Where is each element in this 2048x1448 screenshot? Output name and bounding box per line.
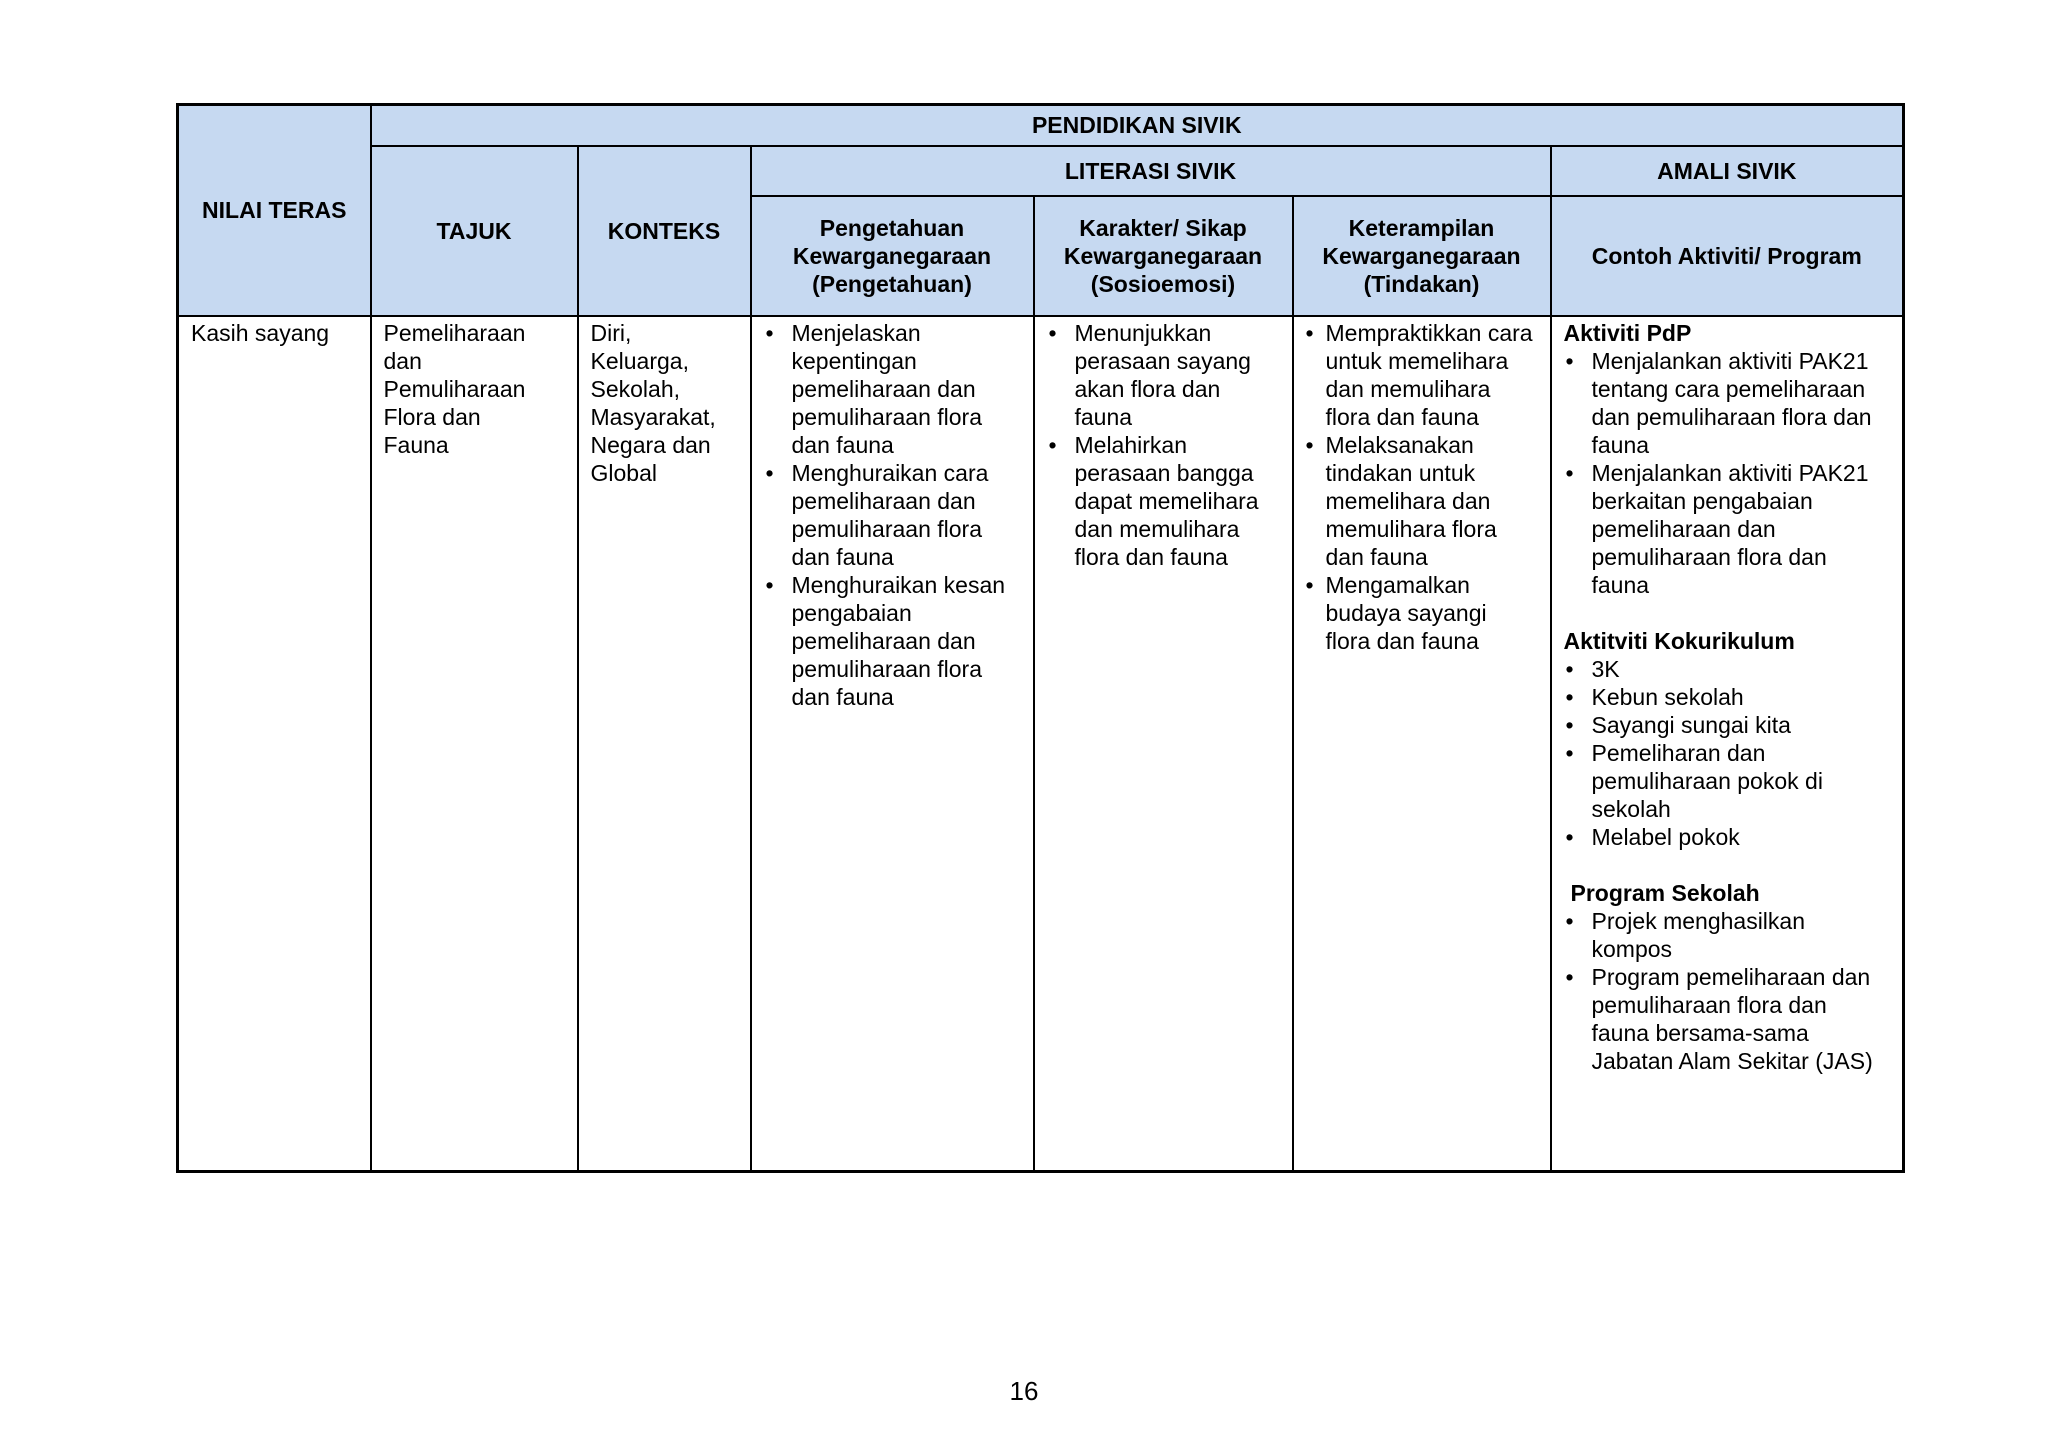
header-amali-sivik: AMALI SIVIK	[1551, 146, 1904, 196]
keterampilan-list	[1306, 319, 1538, 655]
konteks-line: Sekolah,	[590, 375, 681, 402]
tajuk-line: dan	[383, 347, 422, 374]
cell-karakter	[1034, 316, 1293, 1172]
header-keterampilan-line: Kewarganegaraan	[1322, 242, 1521, 269]
tajuk-line: Flora dan	[383, 403, 481, 430]
cell-keterampilan	[1293, 316, 1551, 1172]
header-keterampilan-line: Keterampilan	[1348, 214, 1495, 241]
header-karakter-line: Kewarganegaraan	[1063, 242, 1263, 269]
cell-pengetahuan	[751, 316, 1034, 1172]
list-item: • Menunjukkan perasaan sayang akan flora dan fauna	[1047, 319, 1280, 431]
header-pengetahuan-line: Pengetahuan	[819, 214, 965, 241]
header-karakter	[1034, 196, 1293, 316]
tajuk-line: Pemuliharaan	[383, 375, 526, 402]
header-nilai-teras: NILAI TERAS	[178, 105, 371, 316]
tajuk-line: Fauna	[383, 431, 449, 458]
list-item: • Melaksanakan tindakan untuk memelihara dan memulihara flora dan fauna	[1306, 431, 1538, 571]
kokurikulum-list	[1564, 655, 1891, 851]
program-sekolah-heading: Program Sekolah	[1570, 879, 1760, 906]
header-literasi-sivik: LITERASI SIVIK	[751, 146, 1551, 196]
list-item: • Menghuraikan kesan pengabaian pemeliharaan dan pemuliharaan flora dan fauna	[764, 571, 1021, 711]
list-item: • Menjelaskan kepentingan pemeliharaan dan pemuliharaan flora dan fauna	[764, 319, 1021, 459]
pdp-heading: Aktiviti PdP	[1563, 319, 1692, 346]
header-pengetahuan	[751, 196, 1034, 316]
karakter-list	[1047, 319, 1280, 571]
header-keterampilan	[1293, 196, 1551, 316]
cell-tajuk	[371, 316, 578, 1172]
list-item: • Mengamalkan budaya sayangi flora dan fauna	[1306, 571, 1538, 655]
list-item: • 3K	[1564, 655, 1891, 683]
list-item: • Menghuraikan cara pemeliharaan dan pemuliharaan flora dan fauna	[764, 459, 1021, 571]
kokurikulum-heading: Aktitviti Kokurikulum	[1563, 627, 1795, 654]
page-number: 16	[1009, 1376, 1039, 1406]
pengetahuan-list	[764, 319, 1021, 711]
list-item: • Program pemeliharaan dan pemuliharaan flora dan fauna bersama-sama Jabatan Alam Sekitar (JAS)	[1564, 963, 1891, 1075]
list-item: • Mempraktikkan cara untuk memelihara dan memulihara flora dan fauna	[1306, 319, 1538, 431]
header-pendidikan-sivik: PENDIDIKAN SIVIK	[371, 105, 1904, 146]
civics-curriculum-table	[176, 103, 1905, 1173]
table-row	[178, 316, 1904, 1172]
list-item: • Pemeliharan dan pemuliharaan pokok di sekolah	[1564, 739, 1891, 823]
header-karakter-line: (Sosioemosi)	[1090, 270, 1236, 297]
header-contoh-aktiviti: Contoh Aktiviti/ Program	[1551, 196, 1904, 316]
header-konteks: KONTEKS	[578, 146, 751, 316]
list-item: • Projek menghasilkan kompos	[1564, 907, 1891, 963]
list-item: • Kebun sekolah	[1564, 683, 1891, 711]
header-tajuk: TAJUK	[371, 146, 578, 316]
konteks-line: Keluarga,	[590, 347, 689, 374]
list-item: • Menjalankan aktiviti PAK21 berkaitan pengabaian pemeliharaan dan pemuliharaan flora dan fauna	[1564, 459, 1891, 599]
konteks-line: Diri,	[590, 319, 632, 346]
pdp-list	[1564, 347, 1891, 599]
header-pengetahuan-line: (Pengetahuan)	[812, 270, 972, 297]
list-item: • Melabel pokok	[1564, 823, 1891, 851]
header-keterampilan-line: (Tindakan)	[1363, 270, 1480, 297]
list-item: • Sayangi sungai kita	[1564, 711, 1891, 739]
konteks-line: Masyarakat,	[590, 403, 716, 430]
cell-nilai-teras: Kasih sayang	[178, 316, 371, 1172]
list-item: • Menjalankan aktiviti PAK21 tentang cara pemeliharaan dan pemuliharaan flora dan fauna	[1564, 347, 1891, 459]
program-sekolah-list	[1564, 907, 1891, 1075]
cell-konteks	[578, 316, 751, 1172]
header-karakter-line: Karakter/ Sikap	[1079, 214, 1247, 241]
cell-amali	[1551, 316, 1904, 1172]
list-item: • Melahirkan perasaan bangga dapat memelihara dan memulihara flora dan fauna	[1047, 431, 1280, 571]
header-pengetahuan-line: Kewarganegaraan	[792, 242, 992, 269]
konteks-line: Global	[590, 459, 657, 486]
tajuk-line: Pemeliharaan	[383, 319, 526, 346]
konteks-line: Negara dan	[590, 431, 711, 458]
